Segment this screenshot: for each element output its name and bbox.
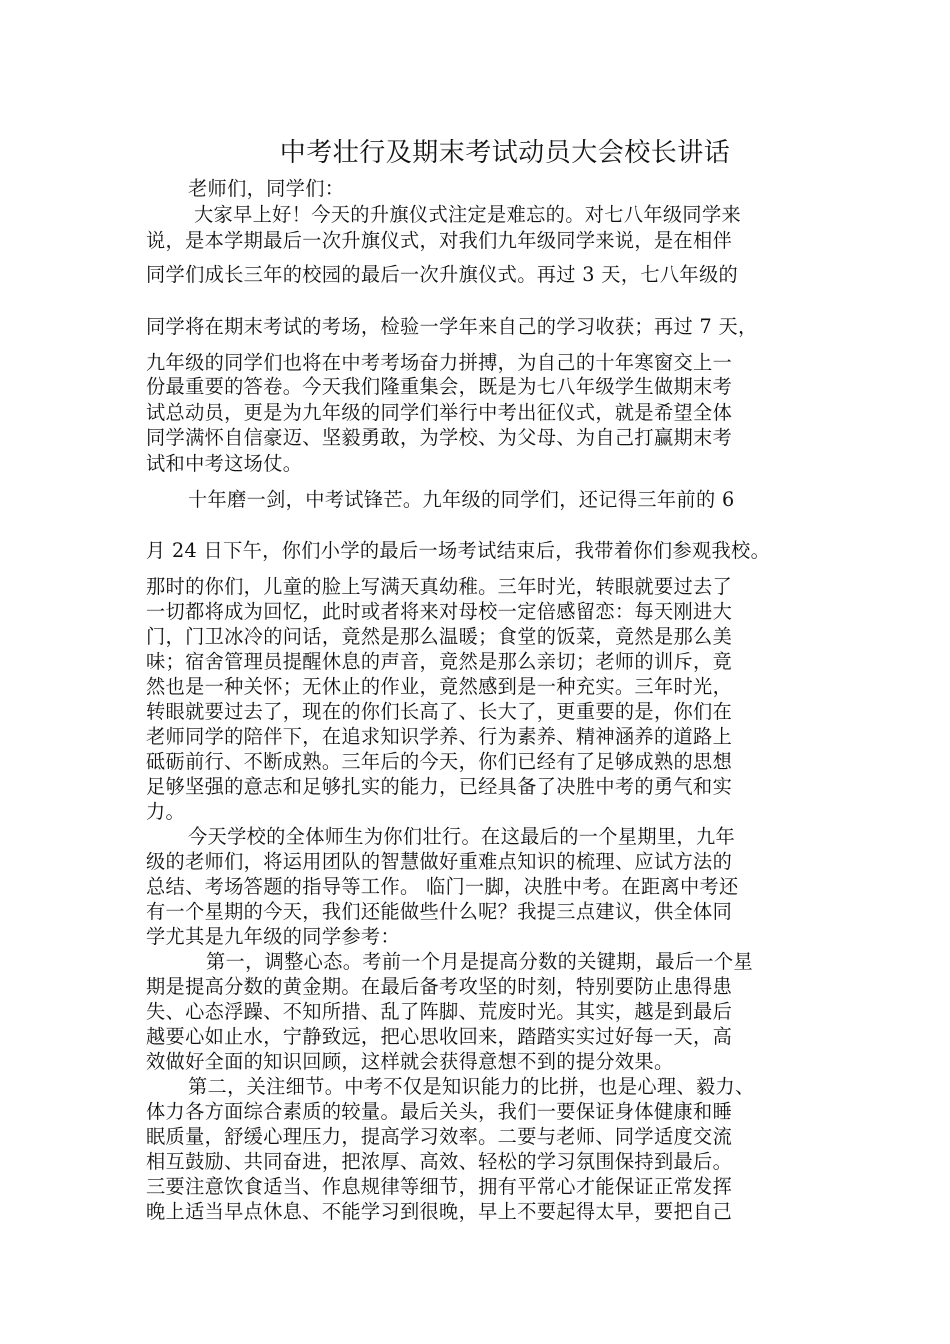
text-line: 大家早上好！今天的升旗仪式注定是难忘的。对七八年级同学来 xyxy=(194,203,742,226)
text-line: 足够坚强的意志和足够扎实的能力，已经具备了决胜中考的勇气和实 xyxy=(146,775,733,798)
text-line: 力。 xyxy=(146,800,186,823)
text-line: 砥砺前行、不断成熟。三年后的今天，你们已经有了足够成熟的思想 xyxy=(146,750,733,773)
text-line: 同学满怀自信豪迈、坚毅勇敢，为学校、为父母、为自己打赢期末考 xyxy=(146,426,733,449)
text-line: 第二，关注细节。中考不仅是知识能力的比拼，也是心理、毅力、 xyxy=(188,1075,755,1098)
text-line: 体力各方面综合素质的较量。最后关头，我们一要保证身体健康和睡 xyxy=(146,1100,733,1123)
text-line: 期是提高分数的黄金期。在最后备考攻坚的时刻，特别要防止患得患 xyxy=(146,975,733,998)
text-line: 失、心态浮躁、不知所措、乱了阵脚、荒废时光。其实，越是到最后 xyxy=(146,1000,733,1023)
text-line: 相互鼓励、共同奋进，把浓厚、高效、轻松的学习氛围保持到最后。 xyxy=(146,1150,733,1173)
text-line: 老师们，同学们： xyxy=(188,177,345,200)
text-line: 效做好全面的知识回顾，这样就会获得意想不到的提分效果。 xyxy=(146,1050,674,1073)
text-line: 然也是一种关怀；无休止的作业，竟然感到是一种充实。三年时光， xyxy=(146,675,733,698)
text-line: 眠质量，舒缓心理压力，提高学习效率。二要与老师、同学适度交流 xyxy=(146,1125,733,1148)
text-line: 转眼就要过去了，现在的你们长高了、长大了，更重要的是，你们在 xyxy=(146,700,733,723)
text-line: 有一个星期的今天，我们还能做些什么呢？我提三点建议，供全体同 xyxy=(146,900,733,923)
text-line: 月 24 日下午，你们小学的最后一场考试结束后，我带着你们参观我校。 xyxy=(146,539,771,562)
text-line: 总结、考场答题的指导等工作。 临门一脚，决胜中考。在距离中考还 xyxy=(146,875,739,898)
text-line: 试和中考这场仗。 xyxy=(146,452,303,475)
text-line: 份最重要的答卷。今天我们隆重集会，既是为七八年级学生做期末考 xyxy=(146,375,733,398)
text-line: 老师同学的陪伴下，在追求知识学养、行为素养、精神涵养的道路上 xyxy=(146,725,733,748)
text-line: 晚上适当早点休息、不能学习到很晚，早上不要起得太早，要把自己 xyxy=(146,1200,733,1223)
text-line: 同学将在期末考试的考场，检验一学年来自己的学习收获；再过 7 天， xyxy=(146,315,758,338)
text-line: 味；宿舍管理员提醒休息的声音，竟然是那么亲切；老师的训斥，竟 xyxy=(146,650,733,673)
text-line: 越要心如止水，宁静致远，把心思收回来，踏踏实实过好每一天，高 xyxy=(146,1025,733,1048)
document-title: 中考壮行及期末考试动员大会校长讲话 xyxy=(279,138,731,168)
text-line: 九年级的同学们也将在中考考场奋力拼搏，为自己的十年寒窗交上一 xyxy=(146,351,733,374)
text-line: 同学们成长三年的校园的最后一次升旗仪式。再过 3 天，七八年级的 xyxy=(146,263,739,286)
text-line: 三要注意饮食适当、作息规律等细节，拥有平常心才能保证正常发挥 xyxy=(146,1175,733,1198)
text-line: 级的老师们，将运用团队的智慧做好重难点知识的梳理、应试方法的 xyxy=(146,850,733,873)
text-line: 学尤其是九年级的同学参考： xyxy=(146,925,400,948)
text-line: 第一，调整心态。考前一个月是提高分数的关键期，最后一个星 xyxy=(206,950,754,973)
text-line: 那时的你们，儿童的脸上写满天真幼稚。三年时光，转眼就要过去了 xyxy=(146,575,733,598)
text-line: 今天学校的全体师生为你们壮行。在这最后的一个星期里，九年 xyxy=(188,825,736,848)
text-line: 十年磨一剑，中考试锋芒。九年级的同学们，还记得三年前的 6 xyxy=(188,488,735,511)
text-line: 门，门卫冰冷的问话，竟然是那么温暖；食堂的饭菜，竟然是那么美 xyxy=(146,625,733,648)
text-line: 说，是本学期最后一次升旗仪式，对我们九年级同学来说，是在相伴 xyxy=(146,229,733,252)
text-line: 一切都将成为回忆，此时或者将来对母校一定倍感留恋：每天刚进大 xyxy=(146,600,733,623)
text-line: 试总动员，更是为九年级的同学们举行中考出征仪式，就是希望全体 xyxy=(146,401,733,424)
